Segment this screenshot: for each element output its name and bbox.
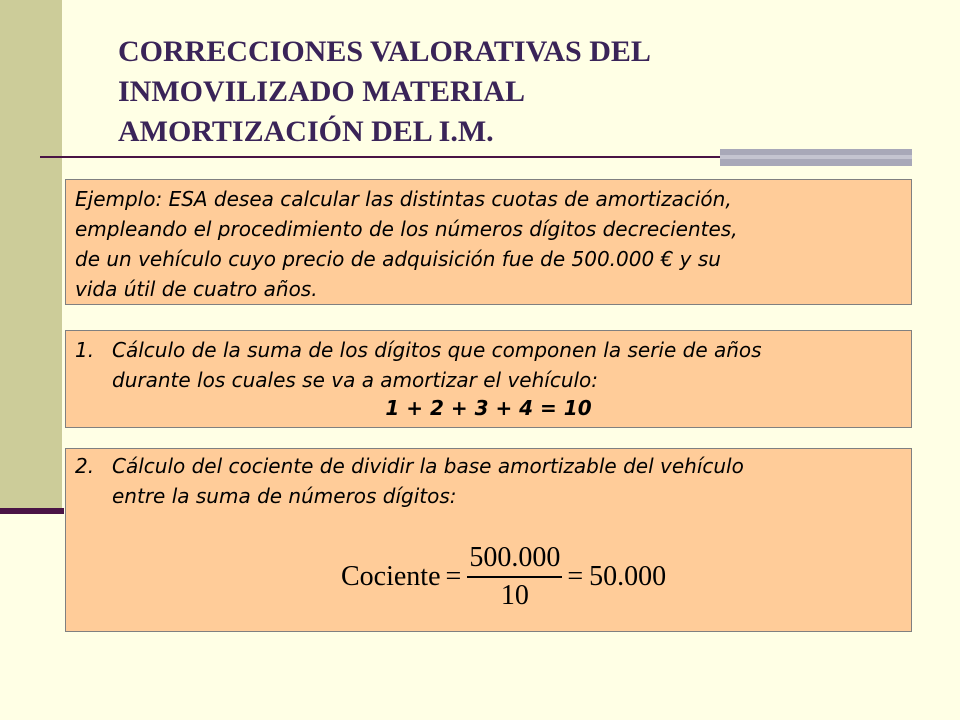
step-2-row bbox=[75, 451, 911, 511]
slide-title bbox=[118, 32, 651, 152]
formula-equals-sign: = bbox=[567, 560, 584, 592]
formula-fraction bbox=[467, 541, 562, 613]
step-2-box bbox=[65, 448, 912, 632]
step-2-line: entre la suma de números dígitos: bbox=[112, 484, 457, 508]
fraction-bar bbox=[467, 576, 562, 578]
formula-label: Cociente bbox=[341, 560, 441, 592]
left-accent-rule bbox=[0, 508, 64, 514]
step-1-text bbox=[112, 335, 762, 395]
left-accent-bar bbox=[0, 0, 62, 510]
step-2-text bbox=[112, 451, 744, 511]
title-underline bbox=[40, 156, 720, 158]
title-gray-rule bbox=[720, 149, 912, 166]
step-1-box bbox=[65, 330, 912, 428]
step-2-number: 2. bbox=[75, 454, 95, 478]
step-1-line: Cálculo de la suma de los dígitos que componen la serie de años bbox=[112, 338, 762, 362]
example-line: Ejemplo: ESA desea calcular las distintas cuotas de amortización, bbox=[75, 187, 732, 211]
step-1-row bbox=[75, 335, 911, 395]
step-2-line: Cálculo del cociente de dividir la base amortizable del vehículo bbox=[112, 454, 744, 478]
fraction-numerator: 500.000 bbox=[469, 542, 561, 573]
step-1-number: 1. bbox=[75, 338, 95, 362]
example-box bbox=[65, 179, 912, 305]
example-line: empleando el procedimiento de los números dígitos decrecientes, bbox=[75, 217, 738, 241]
example-line: de un vehículo cuyo precio de adquisición fue de 500.000 € y su bbox=[75, 247, 721, 271]
formula-result: 50.000 bbox=[589, 560, 667, 592]
step-1-line: durante los cuales se va a amortizar el vehículo: bbox=[112, 368, 599, 392]
step-1-result: 1 + 2 + 3 + 4 = 10 bbox=[385, 396, 592, 420]
example-line: vida útil de cuatro años. bbox=[75, 277, 318, 301]
title-line: AMORTIZACIÓN DEL I.M. bbox=[118, 115, 494, 148]
quotient-formula bbox=[341, 541, 666, 613]
formula-equals-sign: = bbox=[445, 560, 462, 592]
title-line: INMOVILIZADO MATERIAL bbox=[118, 75, 525, 108]
title-line: CORRECCIONES VALORATIVAS DEL bbox=[118, 35, 651, 68]
fraction-denominator: 10 bbox=[500, 579, 529, 611]
